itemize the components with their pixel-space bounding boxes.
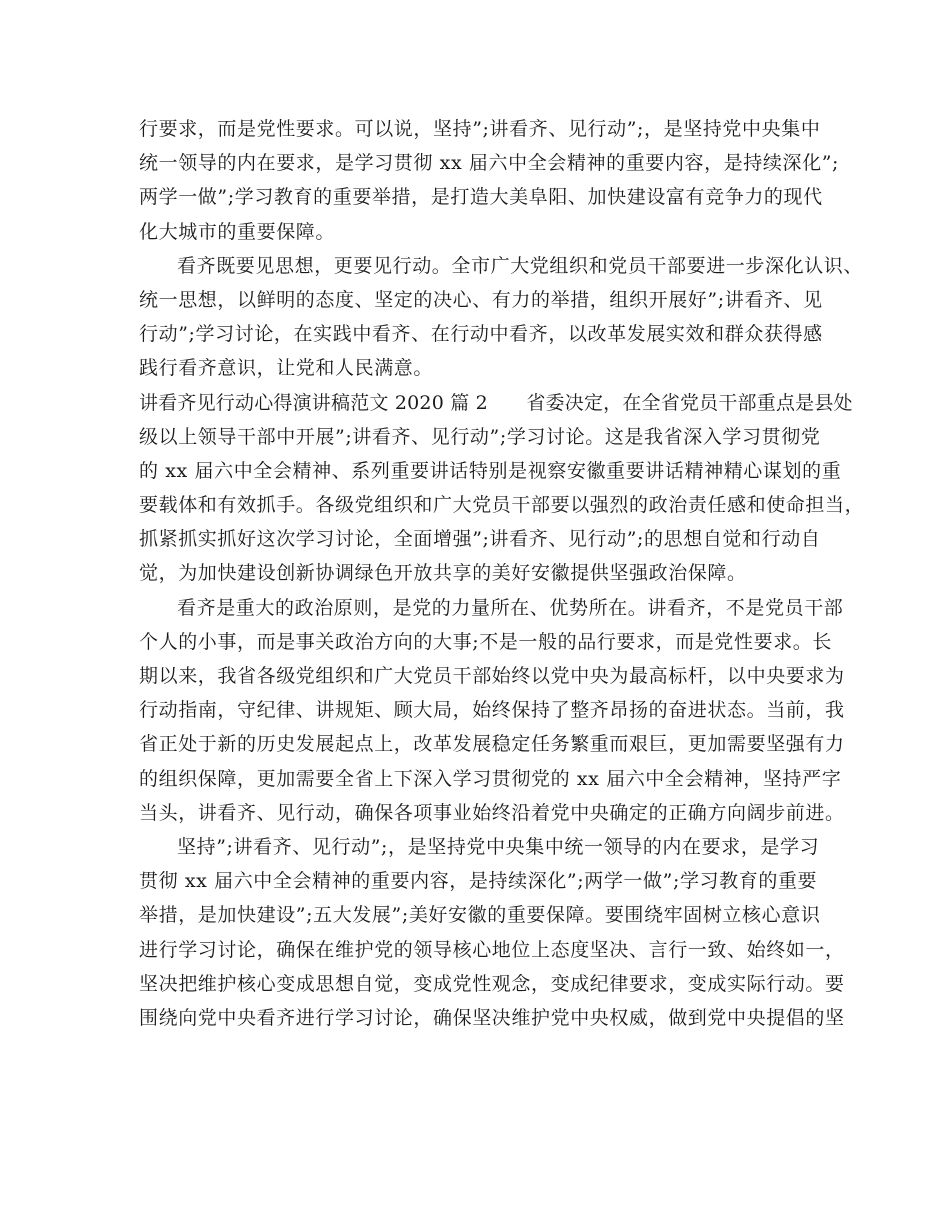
paragraph-line: 围绕向党中央看齐进行学习讨论，确保坚决维护党中央权威，做到党中央提倡的坚 (139, 1006, 845, 1029)
paragraph-line: 抓紧抓实抓好这次学习讨论，全面增强”;讲看齐、见行动”;的思想自觉和行动自 (139, 528, 821, 551)
paragraph-line: 举措，是加快建设”;五大发展”;美好安徽的重要保障。要围绕牢固树立核心意识 (139, 904, 821, 927)
paragraph-line: 统一思想，以鲜明的态度、坚定的决心、有力的举措，组织开展好”;讲看齐、见 (139, 288, 823, 311)
paragraph-line: 省正处于新的历史发展起点上，改革发展稳定任务繁重而艰巨，更加需要坚强有力 (139, 733, 845, 756)
paragraph-line: 坚决把维护核心变成思想自觉，变成党性观念，变成纪律要求，变成实际行动。要 (139, 972, 845, 995)
paragraph-line: 践行看齐意识，让党和人民满意。 (139, 357, 434, 380)
paragraph-line: 化大城市的重要保障。 (139, 220, 336, 243)
paragraph-line: 行要求，而是党性要求。可以说，坚持”;讲看齐、见行动”;，是坚持党中央集中 (139, 118, 821, 140)
section-heading-line: 讲看齐见行动心得演讲稿范文 2020 篇 2 省委决定，在全省党员干部重点是县处 (139, 391, 853, 414)
paragraph-line: 两学一做”;学习教育的重要举措，是打造大美阜阳、加快建设富有竞争力的现代 (139, 186, 823, 209)
paragraph-line: 个人的小事，而是事关政治方向的大事;不是一般的品行要求，而是党性要求。长 (139, 630, 833, 653)
paragraph-line: 级以上领导干部中开展”;讲看齐、见行动”;学习讨论。这是我省深入学习贯彻党 (139, 425, 821, 448)
paragraph-line: 行动指南，守纪律、讲规矩、顾大局，始终保持了整齐昂扬的奋进状态。当前，我 (139, 699, 845, 722)
paragraph-line: 统一领导的内在要求，是学习贯彻 xx 届六中全会精神的重要内容，是持续深化”; (139, 152, 840, 175)
document-body (139, 112, 865, 1035)
paragraph-line: 坚持”;讲看齐、见行动”;，是坚持党中央集中统一领导的内在要求，是学习 (177, 835, 820, 858)
paragraph-line: 的组织保障，更加需要全省上下深入学习贯彻党的 xx 届六中全会精神，坚持严字 (139, 767, 842, 790)
paragraph-line: 看齐既要见思想，更要见行动。全市广大党组织和党员干部要进一步深化认识、 (177, 254, 864, 277)
paragraph-line: 期以来，我省各级党组织和广大党员干部始终以党中央为最高标杆，以中央要求为 (139, 665, 845, 687)
paragraph-line: 要载体和有效抓手。各级党组织和广大党员干部要以强烈的政治责任感和使命担当， (139, 494, 865, 517)
paragraph-line: 贯彻 xx 届六中全会精神的重要内容，是持续深化”;两学一做”;学习教育的重要 (139, 870, 818, 893)
paragraph-line: 觉，为加快建设创新协调绿色开放共享的美好安徽提供坚强政治保障。 (139, 562, 747, 585)
paragraph-line: 进行学习讨论，确保在维护党的领导核心地位上态度坚决、言行一致、始终如一， (139, 938, 845, 961)
paragraph-line: 看齐是重大的政治原则，是党的力量所在、优势所在。讲看齐，不是党员干部 (177, 596, 844, 619)
paragraph-line: 当头，讲看齐、见行动，确保各项事业始终沿着党中央确定的正确方向阔步前进。 (139, 801, 845, 824)
paragraph-line: 行动”;学习讨论，在实践中看齐、在行动中看齐，以改革发展实效和群众获得感 (139, 323, 823, 346)
paragraph-line: 的 xx 届六中全会精神、系列重要讲话特别是视察安徽重要讲话精神精心谋划的重 (139, 459, 842, 482)
